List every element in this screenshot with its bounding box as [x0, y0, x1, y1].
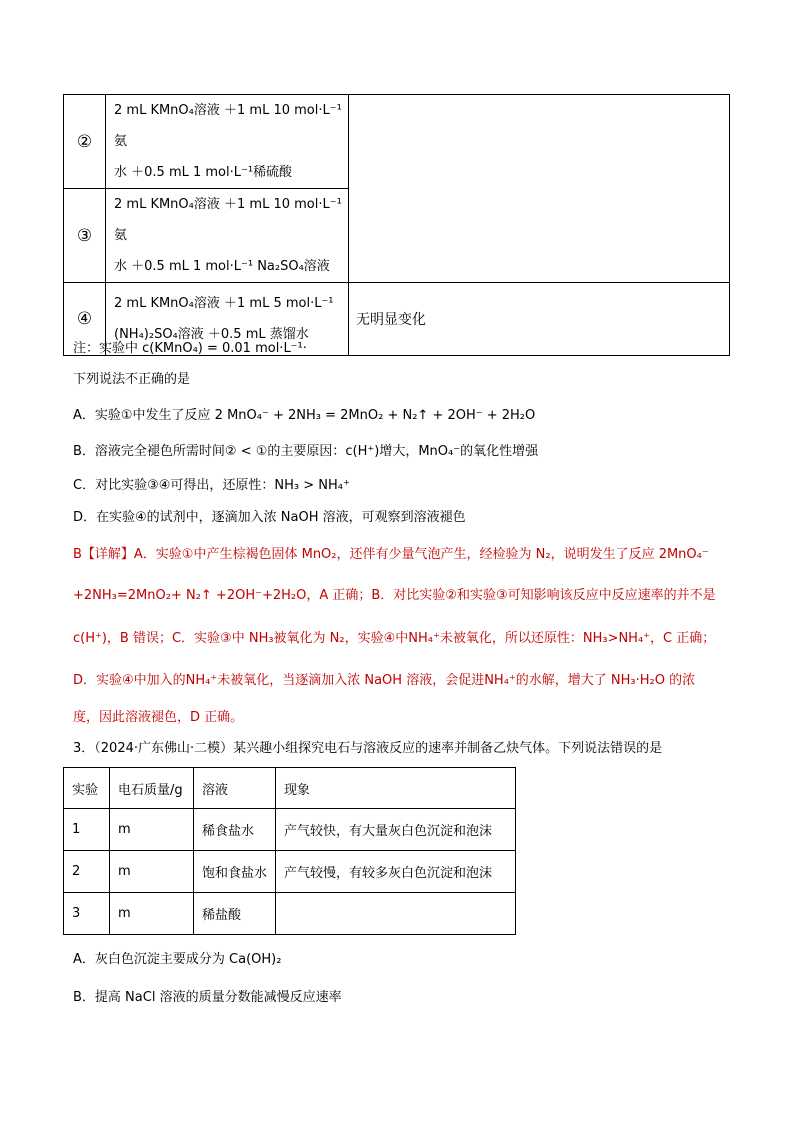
- table-cell: 2: [64, 851, 110, 893]
- option-d: D．在实验④的试剂中，逐滴加入浓 NaOH 溶液，可观察到溶液褪色: [73, 510, 466, 525]
- table-cell: 3: [64, 893, 110, 935]
- condition-line: 水 ＋0.5 mL 1 mol·L⁻¹ Na₂SO₄溶液: [114, 259, 330, 274]
- table-cell: m: [110, 893, 194, 935]
- condition-line: 2 mL KMnO₄溶液 ＋1 mL 5 mol·L⁻¹: [114, 296, 334, 311]
- row-number: ③: [64, 189, 106, 283]
- condition-line: 2 mL KMnO₄溶液 ＋1 mL 10 mol·L⁻¹氨: [114, 103, 342, 149]
- table-cell: 稀盐酸: [194, 893, 276, 935]
- column-header: 实验: [64, 768, 110, 809]
- condition-cell: [106, 189, 349, 283]
- q3-option-a: A．灰白色沉淀主要成分为 Ca(OH)₂: [73, 952, 282, 967]
- calcium-carbide-table: [63, 767, 516, 935]
- table-cell: 产气较慢，有较多灰白色沉淀和泡沫: [276, 851, 516, 893]
- answer-line: B【详解】A．实验①中产生棕褐色固体 MnO₂，还伴有少量气泡产生，经检验为 N₂，说明发生了反应 2MnO₄⁻: [73, 547, 709, 562]
- table-row: [64, 893, 516, 935]
- answer-line: +2NH₃=2MnO₂+ N₂↑ +2OH⁻+2H₂O，A 正确；B．对比实验②和实验③可知影响该反应中反应速率的并不是: [73, 588, 716, 603]
- result-cell: 无明显变化: [349, 283, 730, 356]
- table-cell: 产气较快，有大量灰白色沉淀和泡沫: [276, 809, 516, 851]
- row-number: ②: [64, 95, 106, 189]
- option-b: B．溶液完全褪色所需时间② < ①的主要原因：c(H⁺)增大，MnO₄⁻的氧化性增强: [73, 444, 539, 459]
- condition-cell: [106, 95, 349, 189]
- table-cell: m: [110, 851, 194, 893]
- row-number: ④: [64, 283, 106, 356]
- table-cell: m: [110, 809, 194, 851]
- option-a: A．实验①中发生了反应 2 MnO₄⁻ + 2NH₃ = 2MnO₂ + N₂↑ + 2OH⁻ + 2H₂O: [73, 408, 536, 423]
- table-row: [64, 809, 516, 851]
- table-cell: 稀食盐水: [194, 809, 276, 851]
- table-row: [64, 851, 516, 893]
- note-text: 注：实验中 c(KMnO₄) = 0.01 mol·L⁻¹·: [73, 341, 307, 356]
- answer-line: c(H⁺)，B 错误；C．实验③中 NH₃被氧化为 N₂，实验④中NH₄⁺未被氧化，所以还原性：NH₃>NH₄⁺，C 正确；: [73, 631, 716, 646]
- table-cell: 饱和食盐水: [194, 851, 276, 893]
- table-cell: [276, 893, 516, 935]
- q3-option-b: B．提高 NaCl 溶液的质量分数能减慢反应速率: [73, 990, 342, 1005]
- option-c: C．对比实验③④可得出，还原性：NH₃ > NH₄⁺: [73, 478, 350, 493]
- question-stem: 下列说法不正确的是: [73, 372, 191, 387]
- condition-line: 水 ＋0.5 mL 1 mol·L⁻¹稀硫酸: [114, 165, 293, 180]
- column-header: 现象: [276, 768, 516, 809]
- table-cell: 1: [64, 809, 110, 851]
- answer-line: 度，因此溶液褪色，D 正确。: [73, 710, 244, 725]
- column-header: 电石质量/g: [110, 768, 194, 809]
- experiment-table: [63, 94, 730, 356]
- column-header: 溶液: [194, 768, 276, 809]
- result-cell: [349, 95, 730, 283]
- condition-line: (NH₄)₂SO₄溶液 ＋0.5 mL 蒸馏水: [114, 327, 309, 342]
- question-3-stem: 3．（2024·广东佛山·二模）某兴趣小组探究电石与溶液反应的速率并制备乙炔气体。下列说法错误的是: [73, 741, 663, 756]
- answer-line: D．实验④中加入的NH₄⁺未被氧化，当逐滴加入浓 NaOH 溶液，会促进NH₄⁺的水解，增大了 NH₃·H₂O 的浓: [73, 673, 696, 688]
- table-header-row: [64, 768, 516, 809]
- table-row: [64, 95, 730, 189]
- condition-line: 2 mL KMnO₄溶液 ＋1 mL 10 mol·L⁻¹氨: [114, 197, 342, 243]
